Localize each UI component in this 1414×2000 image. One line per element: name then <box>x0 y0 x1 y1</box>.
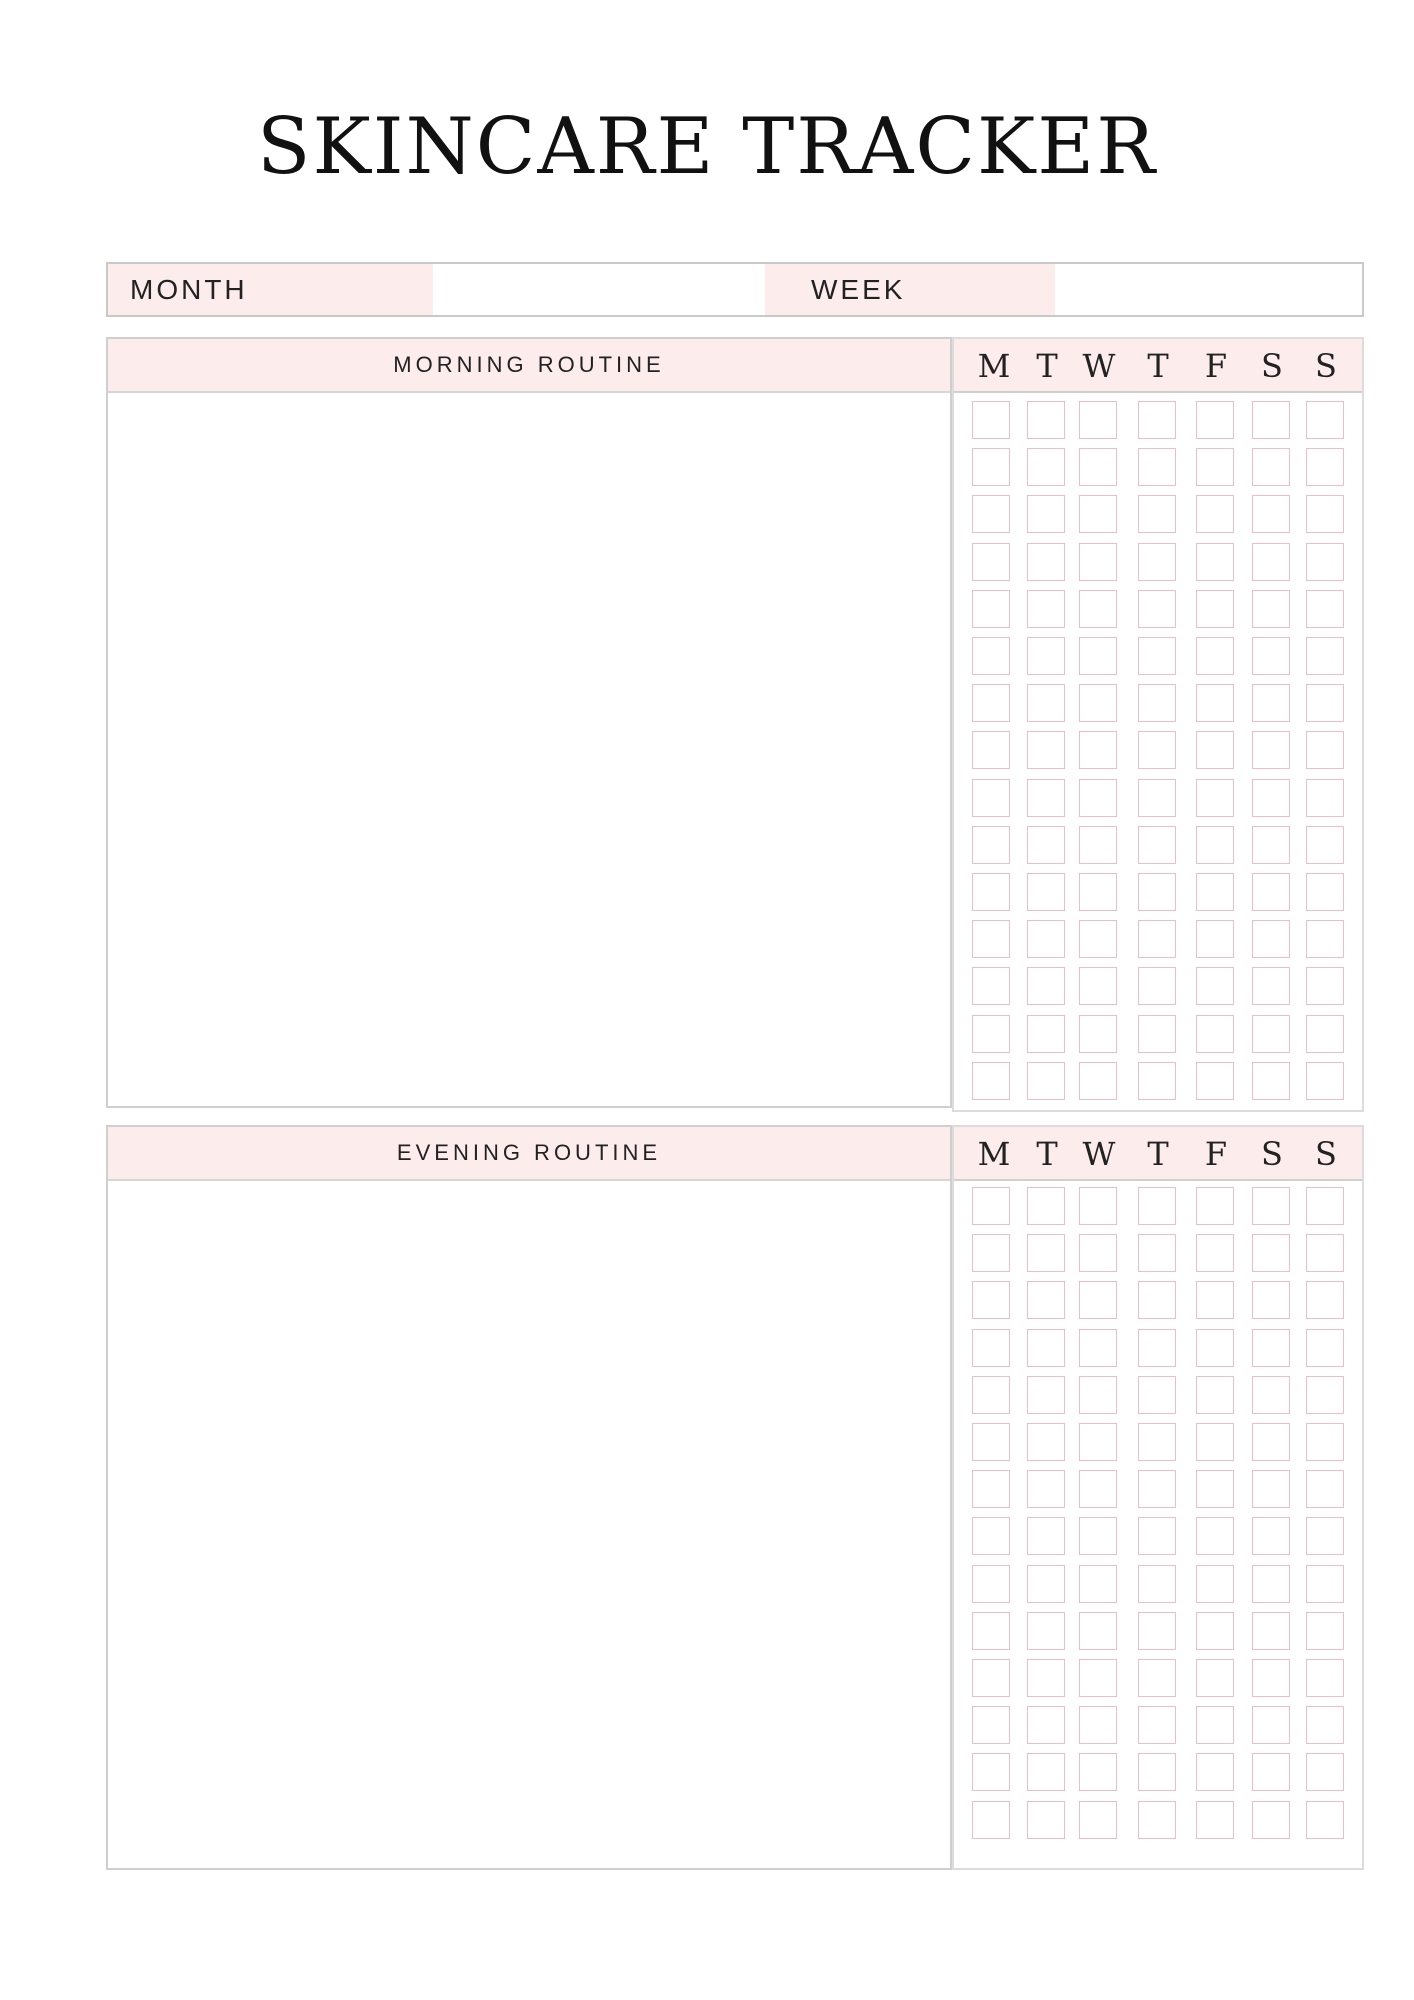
day-checkbox[interactable] <box>1027 826 1065 864</box>
day-checkbox[interactable] <box>1138 448 1176 486</box>
day-label: M <box>977 347 1011 385</box>
day-checkbox[interactable] <box>1196 495 1234 533</box>
day-checkbox[interactable] <box>1027 967 1065 1005</box>
day-checkbox[interactable] <box>1306 967 1344 1005</box>
morning-day-header <box>954 339 1362 393</box>
day-checkbox[interactable] <box>1138 1423 1176 1461</box>
day-checkbox[interactable] <box>1027 1376 1065 1414</box>
day-checkbox[interactable] <box>1027 731 1065 769</box>
day-checkbox[interactable] <box>1027 637 1065 675</box>
day-label: T <box>1036 1135 1058 1173</box>
day-checkbox[interactable] <box>1079 401 1117 439</box>
day-checkbox[interactable] <box>1138 684 1176 722</box>
day-label: W <box>1082 347 1116 385</box>
day-checkbox[interactable] <box>1138 873 1176 911</box>
day-checkbox[interactable] <box>1252 684 1290 722</box>
day-label: S <box>1261 1135 1283 1173</box>
day-checkbox[interactable] <box>1252 495 1290 533</box>
day-checkbox[interactable] <box>1196 448 1234 486</box>
day-checkbox[interactable] <box>1306 1376 1344 1414</box>
day-checkbox[interactable] <box>972 543 1010 581</box>
day-checkbox[interactable] <box>1079 1234 1117 1272</box>
day-checkbox[interactable] <box>1027 779 1065 817</box>
day-checkbox[interactable] <box>1079 1329 1117 1367</box>
morning-routine-notes-area[interactable] <box>108 393 950 1108</box>
day-label: T <box>1036 347 1058 385</box>
day-checkbox[interactable] <box>1252 873 1290 911</box>
day-checkbox[interactable] <box>1138 1329 1176 1367</box>
day-checkbox[interactable] <box>1079 967 1117 1005</box>
evening-tracker <box>952 1125 1364 1870</box>
day-checkbox[interactable] <box>1196 1376 1234 1414</box>
day-label: S <box>1315 1135 1337 1173</box>
day-checkbox[interactable] <box>1027 1187 1065 1225</box>
day-checkbox[interactable] <box>972 401 1010 439</box>
day-checkbox[interactable] <box>1027 920 1065 958</box>
day-checkbox[interactable] <box>1079 1517 1117 1555</box>
day-checkbox[interactable] <box>1252 920 1290 958</box>
month-week-bar <box>106 262 1364 317</box>
month-field[interactable] <box>433 264 765 315</box>
day-label: F <box>1204 347 1228 385</box>
day-checkbox[interactable] <box>1079 590 1117 628</box>
day-checkbox[interactable] <box>1027 1470 1065 1508</box>
day-checkbox[interactable] <box>1306 1062 1344 1100</box>
day-checkbox[interactable] <box>972 495 1010 533</box>
day-checkbox[interactable] <box>1252 731 1290 769</box>
day-checkbox[interactable] <box>1079 1281 1117 1319</box>
day-checkbox[interactable] <box>1027 1062 1065 1100</box>
day-checkbox[interactable] <box>1079 1565 1117 1603</box>
day-checkbox[interactable] <box>1079 731 1117 769</box>
day-checkbox[interactable] <box>972 967 1010 1005</box>
day-checkbox[interactable] <box>1306 1281 1344 1319</box>
day-label: T <box>1147 1135 1169 1173</box>
day-checkbox[interactable] <box>1252 1565 1290 1603</box>
day-checkbox[interactable] <box>1252 779 1290 817</box>
day-checkbox[interactable] <box>1252 1187 1290 1225</box>
day-checkbox[interactable] <box>1196 1329 1234 1367</box>
day-checkbox[interactable] <box>1027 495 1065 533</box>
day-checkbox[interactable] <box>972 826 1010 864</box>
month-label: MONTH <box>108 264 433 315</box>
page-title: SKINCARE TRACKER <box>257 102 1157 192</box>
day-checkbox[interactable] <box>1079 684 1117 722</box>
day-checkbox[interactable] <box>1079 448 1117 486</box>
day-checkbox[interactable] <box>1138 1659 1176 1697</box>
day-checkbox[interactable] <box>972 1706 1010 1744</box>
day-checkbox[interactable] <box>1252 1517 1290 1555</box>
day-checkbox[interactable] <box>1306 1329 1344 1367</box>
day-checkbox[interactable] <box>972 779 1010 817</box>
day-checkbox[interactable] <box>1306 448 1344 486</box>
day-checkbox[interactable] <box>1196 684 1234 722</box>
day-checkbox[interactable] <box>1196 543 1234 581</box>
day-checkbox[interactable] <box>1196 1565 1234 1603</box>
day-checkbox[interactable] <box>972 590 1010 628</box>
day-label: S <box>1261 347 1283 385</box>
day-checkbox[interactable] <box>1027 1753 1065 1791</box>
day-checkbox[interactable] <box>1079 495 1117 533</box>
day-checkbox[interactable] <box>972 1234 1010 1272</box>
day-checkbox[interactable] <box>1252 1706 1290 1744</box>
day-checkbox[interactable] <box>1138 1015 1176 1053</box>
day-checkbox[interactable] <box>1252 1376 1290 1414</box>
day-checkbox[interactable] <box>1196 637 1234 675</box>
day-checkbox[interactable] <box>1027 1015 1065 1053</box>
day-checkbox[interactable] <box>1027 1801 1065 1839</box>
day-checkbox[interactable] <box>1306 1015 1344 1053</box>
day-checkbox[interactable] <box>1196 1423 1234 1461</box>
day-checkbox[interactable] <box>1079 873 1117 911</box>
day-checkbox[interactable] <box>972 1187 1010 1225</box>
day-checkbox[interactable] <box>1306 1565 1344 1603</box>
day-checkbox[interactable] <box>1306 1801 1344 1839</box>
day-checkbox[interactable] <box>972 1015 1010 1053</box>
day-checkbox[interactable] <box>972 1062 1010 1100</box>
day-checkbox[interactable] <box>1306 1753 1344 1791</box>
day-checkbox[interactable] <box>1138 1801 1176 1839</box>
day-checkbox[interactable] <box>1079 1659 1117 1697</box>
day-checkbox[interactable] <box>1196 1612 1234 1650</box>
day-checkbox[interactable] <box>1196 1659 1234 1697</box>
day-checkbox[interactable] <box>1196 920 1234 958</box>
day-checkbox[interactable] <box>1306 1612 1344 1650</box>
evening-day-header <box>954 1127 1362 1181</box>
day-checkbox[interactable] <box>1079 779 1117 817</box>
day-checkbox[interactable] <box>1027 401 1065 439</box>
day-label: S <box>1315 347 1337 385</box>
day-checkbox[interactable] <box>1027 1517 1065 1555</box>
day-checkbox[interactable] <box>1196 826 1234 864</box>
day-checkbox[interactable] <box>972 684 1010 722</box>
day-checkbox[interactable] <box>1196 1187 1234 1225</box>
day-checkbox[interactable] <box>1306 637 1344 675</box>
day-checkbox[interactable] <box>1079 1062 1117 1100</box>
day-checkbox[interactable] <box>1079 1423 1117 1461</box>
day-checkbox[interactable] <box>1027 590 1065 628</box>
day-checkbox[interactable] <box>1138 543 1176 581</box>
day-checkbox[interactable] <box>1306 684 1344 722</box>
day-checkbox[interactable] <box>1252 401 1290 439</box>
day-checkbox[interactable] <box>1196 779 1234 817</box>
day-checkbox[interactable] <box>1138 731 1176 769</box>
day-checkbox[interactable] <box>1196 967 1234 1005</box>
day-checkbox[interactable] <box>972 1565 1010 1603</box>
day-checkbox[interactable] <box>1138 495 1176 533</box>
day-checkbox[interactable] <box>1138 779 1176 817</box>
day-label: T <box>1147 347 1169 385</box>
day-checkbox[interactable] <box>1138 1062 1176 1100</box>
day-checkbox[interactable] <box>972 1659 1010 1697</box>
day-checkbox[interactable] <box>1306 1234 1344 1272</box>
day-checkbox[interactable] <box>1196 1801 1234 1839</box>
day-checkbox[interactable] <box>1306 1517 1344 1555</box>
day-checkbox[interactable] <box>1138 1376 1176 1414</box>
day-checkbox[interactable] <box>1138 637 1176 675</box>
day-checkbox[interactable] <box>1079 1187 1117 1225</box>
day-checkbox[interactable] <box>1196 1015 1234 1053</box>
day-checkbox[interactable] <box>1252 1753 1290 1791</box>
day-checkbox[interactable] <box>1027 684 1065 722</box>
day-checkbox[interactable] <box>1252 448 1290 486</box>
day-checkbox[interactable] <box>1252 1801 1290 1839</box>
day-checkbox[interactable] <box>972 1517 1010 1555</box>
day-checkbox[interactable] <box>1252 1329 1290 1367</box>
day-label: M <box>977 1135 1011 1173</box>
evening-routine-notes-area[interactable] <box>108 1181 950 1870</box>
day-checkbox[interactable] <box>1306 495 1344 533</box>
day-checkbox[interactable] <box>1306 1659 1344 1697</box>
day-checkbox[interactable] <box>972 1470 1010 1508</box>
day-checkbox[interactable] <box>972 1801 1010 1839</box>
day-label: F <box>1204 1135 1228 1173</box>
week-label: WEEK <box>765 264 1055 315</box>
day-checkbox[interactable] <box>1138 590 1176 628</box>
day-checkbox[interactable] <box>1027 1423 1065 1461</box>
day-checkbox[interactable] <box>1027 543 1065 581</box>
day-checkbox[interactable] <box>1138 920 1176 958</box>
day-checkbox[interactable] <box>1252 1281 1290 1319</box>
day-checkbox[interactable] <box>1306 1706 1344 1744</box>
morning-tracker <box>952 337 1364 1112</box>
day-checkbox[interactable] <box>1079 637 1117 675</box>
day-checkbox[interactable] <box>1196 590 1234 628</box>
day-checkbox[interactable] <box>1196 873 1234 911</box>
day-checkbox[interactable] <box>1138 1234 1176 1272</box>
day-checkbox[interactable] <box>1252 1062 1290 1100</box>
day-checkbox[interactable] <box>1196 1470 1234 1508</box>
evening-routine-box <box>106 1125 952 1870</box>
day-checkbox[interactable] <box>972 920 1010 958</box>
day-checkbox[interactable] <box>972 448 1010 486</box>
day-checkbox[interactable] <box>1079 920 1117 958</box>
day-checkbox[interactable] <box>972 731 1010 769</box>
day-checkbox[interactable] <box>1196 1234 1234 1272</box>
day-checkbox[interactable] <box>1252 1612 1290 1650</box>
day-checkbox[interactable] <box>1306 1187 1344 1225</box>
day-checkbox[interactable] <box>1138 1706 1176 1744</box>
day-checkbox[interactable] <box>1306 731 1344 769</box>
day-checkbox[interactable] <box>972 1329 1010 1367</box>
day-checkbox[interactable] <box>1138 967 1176 1005</box>
day-checkbox[interactable] <box>1079 1015 1117 1053</box>
morning-routine-box <box>106 337 952 1108</box>
day-checkbox[interactable] <box>1196 1062 1234 1100</box>
day-checkbox[interactable] <box>1252 1015 1290 1053</box>
day-checkbox[interactable] <box>1306 779 1344 817</box>
day-checkbox[interactable] <box>972 1753 1010 1791</box>
day-checkbox[interactable] <box>1079 1470 1117 1508</box>
day-checkbox[interactable] <box>1079 543 1117 581</box>
day-checkbox[interactable] <box>972 1281 1010 1319</box>
day-checkbox[interactable] <box>1196 1281 1234 1319</box>
day-checkbox[interactable] <box>1027 1329 1065 1367</box>
day-checkbox[interactable] <box>1306 873 1344 911</box>
day-checkbox[interactable] <box>1252 590 1290 628</box>
day-checkbox[interactable] <box>1027 1706 1065 1744</box>
day-checkbox[interactable] <box>1196 1753 1234 1791</box>
day-checkbox[interactable] <box>1306 1423 1344 1461</box>
day-checkbox[interactable] <box>972 1423 1010 1461</box>
day-checkbox[interactable] <box>1138 1470 1176 1508</box>
morning-routine-header: MORNING ROUTINE <box>108 339 950 393</box>
day-checkbox[interactable] <box>1252 1423 1290 1461</box>
day-checkbox[interactable] <box>1306 590 1344 628</box>
day-checkbox[interactable] <box>1027 1234 1065 1272</box>
day-checkbox[interactable] <box>1306 401 1344 439</box>
day-checkbox[interactable] <box>1027 1565 1065 1603</box>
day-checkbox[interactable] <box>1196 1517 1234 1555</box>
week-field[interactable] <box>1055 264 1362 315</box>
day-checkbox[interactable] <box>1138 1612 1176 1650</box>
day-checkbox[interactable] <box>972 873 1010 911</box>
day-checkbox[interactable] <box>972 637 1010 675</box>
day-label: W <box>1082 1135 1116 1173</box>
day-checkbox[interactable] <box>1027 1281 1065 1319</box>
day-checkbox[interactable] <box>1196 731 1234 769</box>
day-checkbox[interactable] <box>1306 543 1344 581</box>
day-checkbox[interactable] <box>972 1376 1010 1414</box>
day-checkbox[interactable] <box>1079 1801 1117 1839</box>
day-checkbox[interactable] <box>1252 967 1290 1005</box>
day-checkbox[interactable] <box>1252 637 1290 675</box>
day-checkbox[interactable] <box>1138 1565 1176 1603</box>
day-checkbox[interactable] <box>1196 401 1234 439</box>
day-checkbox[interactable] <box>1138 1187 1176 1225</box>
day-checkbox[interactable] <box>1027 448 1065 486</box>
day-checkbox[interactable] <box>1138 1753 1176 1791</box>
day-checkbox[interactable] <box>1252 1470 1290 1508</box>
day-checkbox[interactable] <box>1079 1376 1117 1414</box>
day-checkbox[interactable] <box>972 1612 1010 1650</box>
day-checkbox[interactable] <box>1306 826 1344 864</box>
day-checkbox[interactable] <box>1079 1706 1117 1744</box>
day-checkbox[interactable] <box>1079 1753 1117 1791</box>
day-checkbox[interactable] <box>1306 1470 1344 1508</box>
day-checkbox[interactable] <box>1252 1659 1290 1697</box>
day-checkbox[interactable] <box>1306 920 1344 958</box>
day-checkbox[interactable] <box>1138 1281 1176 1319</box>
day-checkbox[interactable] <box>1252 826 1290 864</box>
evening-routine-header: EVENING ROUTINE <box>108 1127 950 1181</box>
day-checkbox[interactable] <box>1027 1612 1065 1650</box>
day-checkbox[interactable] <box>1138 401 1176 439</box>
day-checkbox[interactable] <box>1138 826 1176 864</box>
day-checkbox[interactable] <box>1079 826 1117 864</box>
day-checkbox[interactable] <box>1027 873 1065 911</box>
day-checkbox[interactable] <box>1027 1659 1065 1697</box>
day-checkbox[interactable] <box>1252 1234 1290 1272</box>
day-checkbox[interactable] <box>1079 1612 1117 1650</box>
day-checkbox[interactable] <box>1196 1706 1234 1744</box>
day-checkbox[interactable] <box>1138 1517 1176 1555</box>
day-checkbox[interactable] <box>1252 543 1290 581</box>
